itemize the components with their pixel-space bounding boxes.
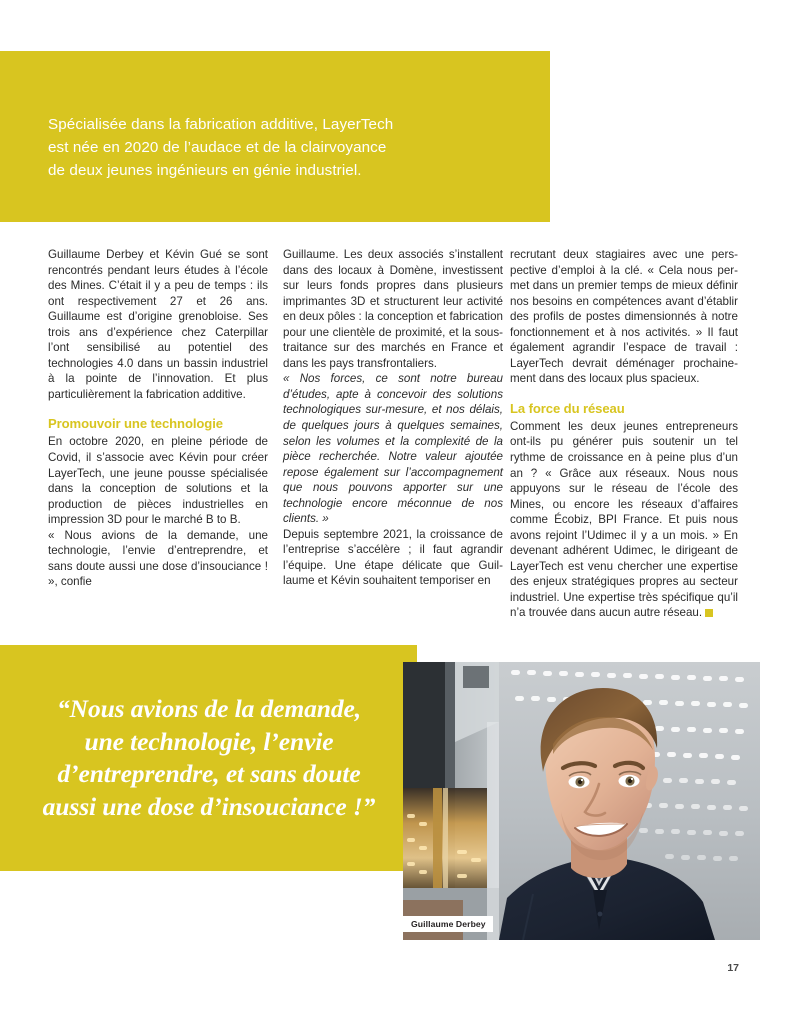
pull-quote-line: une technologie, l’envie [84, 726, 334, 756]
quote-italic: « Nous avions de la demande, une technologie, l’envie d’entreprendre, et sans doute aussi une dose d’insouciance ! » [48, 528, 268, 589]
paragraph: Guillaume. Les deux associés s’installent dans des locaux à Domène, investissent sur leurs fonds propres dans plusieurs imprimantes 3D et structurent leur activité en deux pôles : la conception et fabrication pour une clientèle de proximité, et la sous-traitance sur des marchés en France et dans les pays transfrontaliers. [283, 248, 503, 370]
intro-banner [0, 51, 550, 222]
section-subheading: La force du réseau [510, 400, 625, 416]
photo-caption: Guillaume Derbey [403, 916, 493, 932]
pull-quote-line: aussi une dose d’insouciance !” [42, 791, 376, 821]
paragraph [510, 247, 738, 387]
section-subheading: Promouvoir une technologie [48, 416, 223, 432]
intro-banner-line: est née en 2020 de l’audace et de la clairvoyance [48, 139, 387, 156]
quote-attribution: , confie [54, 575, 92, 589]
intro-banner-line: de deux jeunes ingénieurs en génie industriel. [48, 162, 362, 179]
paragraph: Guillaume Derbey et Kévin Gué se sont rencontrés pendant leurs études à l’école des Mines. C’était il y a peu de temps : ils ont respectivement 27 et 26 ans. Guillaume est d’origine grenobloise. Ses trois ans d’expérience chez Caterpillar l’ont sensibilisé au potentiel des technologies 4.0 dans un bassin industriel à la pointe de l’innovation. Et plus particulièrement la fabrication additive. [48, 248, 268, 401]
paragraph-text: En devenant adhérent Udimec, le dirigeant de LayerTech est venu chercher une expertise des enjeux stratégiques propres au secteur industriel. Une expertise très spécifique qu’il n’a trouvée dans aucun autre réseau. [510, 528, 738, 620]
paragraph-quote [48, 528, 268, 590]
paragraph [510, 419, 738, 621]
quote-italic: « Cela nous permet dans un premier temps de mieux définir nos besoins en compétences avant d’établir des profils de postes dimensionnés à notre fonctionnement et à nos activités. » [510, 263, 739, 339]
page-number: 17 [727, 962, 739, 974]
pull-quote-line: d’entreprendre, et sans doute [57, 759, 361, 788]
pull-quote-line: “Nous avions de la demande, [56, 694, 361, 723]
pull-quote-text [14, 693, 404, 823]
article-column-2 [283, 247, 503, 589]
paragraph: En octobre 2020, en pleine période de Covid, il s’associe avec Kévin pour créer LayerTech, une jeune pousse spécialisée dans la conception de solutions et la production de pièces industrielles en impression 3D pour le marché B to B. [48, 435, 268, 527]
paragraph: Depuis septembre 2021, la croissance de l’entreprise s’accélère ; il faut agrandir l’équipe. Une étape délicate que Guillaume et Kévin souhaitent temporiser en [283, 527, 503, 588]
end-of-article-marker [705, 609, 713, 617]
article-column-1 [48, 247, 268, 590]
intro-banner-text [48, 113, 448, 182]
intro-banner-line: Spécialisée dans la fabrication additive, LayerTech [48, 116, 394, 133]
paragraph-text: recrutant deux stagiaires avec une perspective d’emploi à la clé. [510, 248, 738, 277]
article-column-3 [510, 247, 738, 621]
paragraph-text: Comment les deux jeunes entrepreneurs ont-ils pu générer puis soutenir un tel rythme de croissance en à peine plus d’un an ? [510, 419, 738, 480]
pull-quote-block [0, 645, 417, 871]
quote-italic: « Grâce aux réseaux. Nous nous appuyons sur le réseau de l’école des Mines, ou encore les réseaux d’affaires comme Écobiz, BPI France. Et puis nous avons rejoint l’Udimec il y a un mois. » [510, 466, 738, 542]
portrait-photo [403, 662, 760, 940]
paragraph-quote: « Nos forces, ce sont notre bureau d’études, apte à concevoir des solutions technologiques sur-mesure, et nos délais, de quelques jours à quelques semaines, selon les volumes et la complexité de la pièce recherchée. Notre valeur ajoutée repose également sur l’accompagnement que nous pouvons apporter sur une technologie encore méconnue de nos clients. » [283, 372, 503, 526]
paragraph-text: Il faut également agrandir l’espace de travail : LayerTech devrait déménager prochainement dans des locaux plus spacieux. [510, 325, 739, 386]
portrait-photo-image [403, 662, 760, 940]
